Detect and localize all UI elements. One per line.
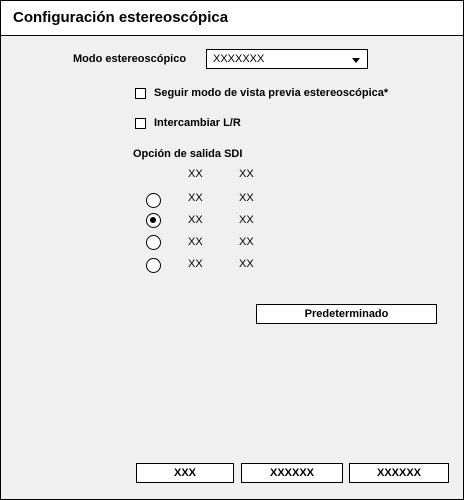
sdi-option-4-col1: XX <box>188 258 203 270</box>
bottom-button-1[interactable]: XXX <box>136 463 234 483</box>
sdi-header-col2: XX <box>239 168 254 180</box>
sdi-option-2-col2: XX <box>239 214 254 226</box>
title-bar <box>1 1 463 36</box>
swap-lr-label: Intercambiar L/R <box>154 117 241 129</box>
sdi-option-3-col1: XX <box>188 236 203 248</box>
stereo-mode-value: XXXXXXX <box>213 53 265 65</box>
bottom-button-3[interactable]: XXXXXX <box>349 463 449 483</box>
dialog-title: Configuración estereoscópica <box>13 9 229 26</box>
sdi-option-radio-2[interactable] <box>146 213 161 228</box>
sdi-option-1-col1: XX <box>188 192 203 204</box>
sdi-header-col1: XX <box>188 168 203 180</box>
sdi-option-radio-1[interactable] <box>146 193 161 208</box>
sdi-option-4-col2: XX <box>239 258 254 270</box>
sdi-option-radio-4[interactable] <box>146 258 161 273</box>
sdi-output-label: Opción de salida SDI <box>133 148 243 160</box>
bottom-button-2[interactable]: XXXXXX <box>241 463 343 483</box>
sdi-option-radio-3[interactable] <box>146 235 161 250</box>
swap-lr-checkbox[interactable] <box>135 118 146 129</box>
sdi-option-3-col2: XX <box>239 236 254 248</box>
radio-selected-dot <box>150 217 156 223</box>
stereo-mode-dropdown[interactable] <box>206 49 368 69</box>
stereo-mode-label: Modo estereoscópico <box>73 53 187 65</box>
sdi-option-2-col1: XX <box>188 214 203 226</box>
dropdown-arrow-icon <box>352 58 360 63</box>
follow-preview-label: Seguir modo de vista previa estereoscópica* <box>154 87 389 99</box>
default-button[interactable]: Predeterminado <box>256 304 437 324</box>
follow-preview-checkbox[interactable] <box>135 88 146 99</box>
sdi-option-1-col2: XX <box>239 192 254 204</box>
